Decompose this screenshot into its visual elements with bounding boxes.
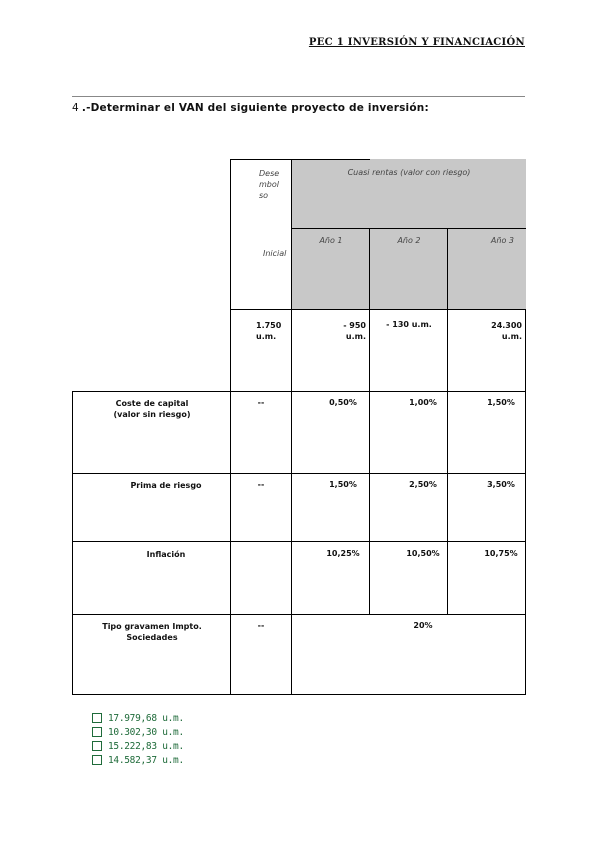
prima-riesgo-year-1: 1,50% xyxy=(329,480,357,489)
year-1-value: - 950 u.m. xyxy=(343,321,366,341)
checkbox-icon[interactable] xyxy=(92,713,102,723)
desembolso-header: Dese mbol so xyxy=(259,169,280,200)
answer-option-label: 14.582,37 u.m. xyxy=(108,754,184,766)
question-text xyxy=(72,102,429,114)
tipo-gravamen-value: 20% xyxy=(413,621,433,630)
answer-option-label: 10.302,30 u.m. xyxy=(108,726,184,738)
header-title: PEC 1 INVERSIÓN Y FINANCIACIÓN xyxy=(308,37,525,48)
year-2-header: Año 2 xyxy=(397,236,421,245)
coste-capital-inicial: -- xyxy=(257,398,265,407)
grid-line xyxy=(72,473,526,474)
prima-riesgo-year-2: 2,50% xyxy=(409,480,437,489)
prima-riesgo-year-3: 3,50% xyxy=(487,480,515,489)
answer-option[interactable] xyxy=(92,711,184,725)
grid-line xyxy=(230,159,370,160)
year-2-value: - 130 u.m. xyxy=(386,320,432,329)
prima-riesgo-inicial: -- xyxy=(257,480,265,489)
header-divider xyxy=(72,96,525,97)
question-statement: .-Determinar el VAN del siguiente proyecto de inversión: xyxy=(81,102,429,114)
year-3-value: 24.300 u.m. xyxy=(491,321,522,341)
coste-capital-year-3: 1,50% xyxy=(487,398,515,407)
answer-option-label: 15.222,83 u.m. xyxy=(108,740,184,752)
inflacion-year-3: 10,75% xyxy=(484,549,518,558)
grid-line xyxy=(525,309,526,695)
answer-option[interactable] xyxy=(92,725,184,739)
row-label-prima-riesgo: Prima de riesgo xyxy=(130,481,202,490)
inflacion-year-1: 10,25% xyxy=(326,549,360,558)
answer-options xyxy=(92,711,184,767)
grid-line xyxy=(72,694,526,695)
year-3-header: Año 3 xyxy=(490,236,514,245)
answer-option-label: 17.979,68 u.m. xyxy=(108,712,184,724)
grid-line xyxy=(292,228,526,229)
grid-line xyxy=(72,391,526,392)
checkbox-icon[interactable] xyxy=(92,727,102,737)
grid-line xyxy=(447,228,448,614)
row-label-tipo-gravamen: Tipo gravamen Impto. Sociedades xyxy=(102,622,202,642)
cuasi-rentas-header: Cuasi rentas (valor con riesgo) xyxy=(347,168,471,177)
answer-option[interactable] xyxy=(92,739,184,753)
coste-capital-year-2: 1,00% xyxy=(409,398,437,407)
grid-line xyxy=(369,228,370,614)
answer-option[interactable] xyxy=(92,753,184,767)
grid-line xyxy=(72,391,73,695)
checkbox-icon[interactable] xyxy=(92,755,102,765)
inicial-header: Inicial xyxy=(263,249,287,258)
question-number: 4 xyxy=(72,102,79,114)
grid-line xyxy=(72,541,526,542)
year-1-header: Año 1 xyxy=(319,236,343,245)
inflacion-year-2: 10,50% xyxy=(406,549,440,558)
checkbox-icon[interactable] xyxy=(92,741,102,751)
tipo-gravamen-inicial: -- xyxy=(257,621,265,630)
desembolso-value: 1.750 u.m. xyxy=(256,321,282,341)
row-label-coste-capital: Coste de capital (valor sin riesgo) xyxy=(113,399,191,419)
grid-line xyxy=(72,614,526,615)
coste-capital-year-1: 0,50% xyxy=(329,398,357,407)
grid-line xyxy=(230,309,526,310)
row-label-inflacion: Inflación xyxy=(146,550,186,559)
cuasi-rentas-header-bg xyxy=(292,159,526,309)
